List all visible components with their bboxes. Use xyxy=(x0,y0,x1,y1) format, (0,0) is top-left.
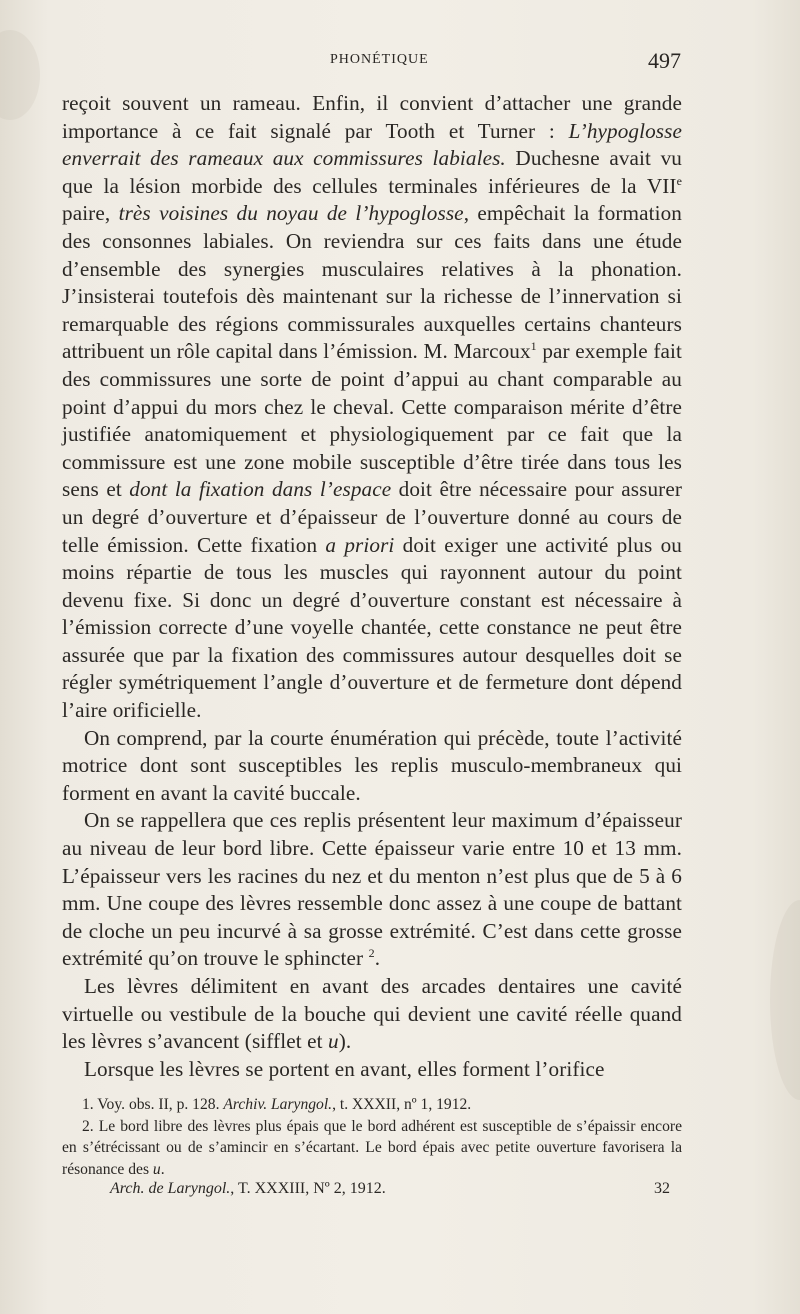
footnote-ref: 1 xyxy=(530,339,537,354)
paragraph xyxy=(62,807,682,973)
sheet-number: 32 xyxy=(654,1180,670,1197)
text-run: reçoit souvent un rameau. Enfin, il convient d’attacher une grande importance à ce fait signalé par Tooth et Turner : xyxy=(62,91,682,143)
text-run: , T. XXXIII, Nº 2, 1912. xyxy=(230,1180,386,1197)
text-run: On se rappellera que ces replis présentent leur maximum d’épaisseur au niveau de leur bord libre. Cette épaisseur varie entre 10 et 13 mm. L’épaisseur vers les racines du nez et du menton n’est plus que de 5 à 6 mm. Une coupe des lèvres ressemble donc assez à une coupe de battant de cloche un peu incurvé à sa grosse extrémité. C’est dans cette grosse extrémité qu’on trouve le sphincter xyxy=(62,808,682,971)
page-header xyxy=(0,50,800,80)
running-head: PHONÉTIQUE xyxy=(330,52,429,67)
footnote-ref: 2 xyxy=(368,946,375,961)
italic-run: dont la fixation dans l’espace xyxy=(129,477,392,502)
text-run: doit être nécessaire pour assurer un degré d’ouverture et d’épaisseur de l’ouverture donné au cours de telle émission. Cette fixation xyxy=(62,477,682,557)
italic-run: Arch. de Laryngol. xyxy=(110,1180,231,1197)
text-run: 1. Voy. obs. II, p. 128. xyxy=(82,1096,224,1113)
text-run: 2. Le bord libre des lèvres plus épais que le bord adhérent est susceptible de s’épaissir encore en s’étrécissant ou de s’amincir en s’écartant. Le bord épais avec petite ouverture favorisera la résonance des xyxy=(62,1117,682,1178)
paragraph: Lorsque les lèvres se portent en avant, elles forment l’orifice xyxy=(84,1056,605,1081)
sheet-signature xyxy=(110,1180,670,1198)
text-run: paire, xyxy=(62,201,119,226)
paragraph xyxy=(62,90,682,725)
footnotes xyxy=(62,1094,682,1180)
text-run: Les lèvres délimitent en avant des arcades dentaires une cavité virtuelle ou vestibule de la bouche qui devient une cavité réelle quand les lèvres s’avancent (sifflet et xyxy=(62,974,682,1054)
footnote-2 xyxy=(62,1116,682,1181)
italic-run: très voisines du noyau de l’hypoglosse xyxy=(118,201,464,226)
text-run: doit exiger une activité plus ou moins répartie de tous les muscles qui rayonnent autour du point devenu fixe. Si donc un degré d’ouverture constant est nécessaire à l’émission correcte d’une voyelle chantée, cette constance ne peut être assurée que par la fixation des commissures autour desquelles doit se régler symétriquement l’angle d’ouverture et de fermeture dont dépend l’aire orificielle. xyxy=(62,532,682,723)
footnote-1 xyxy=(62,1094,682,1116)
italic-run: L’hypoglosse enverrait des rameaux aux commissures labiales. xyxy=(62,118,682,171)
italic-run: Archiv. Laryngol. xyxy=(223,1096,333,1113)
paragraph xyxy=(62,973,682,1056)
body-text xyxy=(62,90,682,1083)
text-run: . xyxy=(160,1160,165,1178)
text-run: , t. XXXII, nº 1, 1912. xyxy=(332,1096,472,1113)
page-number: 497 xyxy=(648,48,681,73)
text-run: , empêchait la formation des consonnes labiales. On reviendra sur ces faits dans une étude d’ensemble des synergies musculaires relatives à la phonation. J’insisterai toutefois dès maintenant sur la richesse de l’innervation si remarquable des régions commissurales auxquelles certains chanteurs attribuent un rôle capital dans l’émission. M. Marcoux xyxy=(62,201,682,364)
paper-stain xyxy=(770,900,800,1100)
italic-run: u xyxy=(327,1029,339,1054)
text-run: par exemple fait des commissures une sorte de point d’appui au chant comparable au point d’appui du mors chez le cheval. Cette comparaison mérite d’être justifiée anatomiquement et physiologiquement par ce fait que la commissure est une zone mobile susceptible d’être tirée dans tous les sens et xyxy=(62,339,682,502)
text-run: ). xyxy=(338,1029,352,1054)
journal-signature xyxy=(110,1180,386,1198)
italic-run: u xyxy=(152,1160,161,1178)
paragraph: On comprend, par la courte énumération qui précède, toute l’activité motrice dont sont susceptibles les replis musculo-membraneux qui forment en avant la cavité buccale. xyxy=(62,725,682,805)
text-run: Duchesne avait vu que la lésion morbide des cellules terminales inférieures de la VII xyxy=(62,146,683,198)
ordinal-superscript: e xyxy=(676,173,682,188)
text-run: . xyxy=(374,946,381,971)
italic-run: a priori xyxy=(325,532,395,557)
